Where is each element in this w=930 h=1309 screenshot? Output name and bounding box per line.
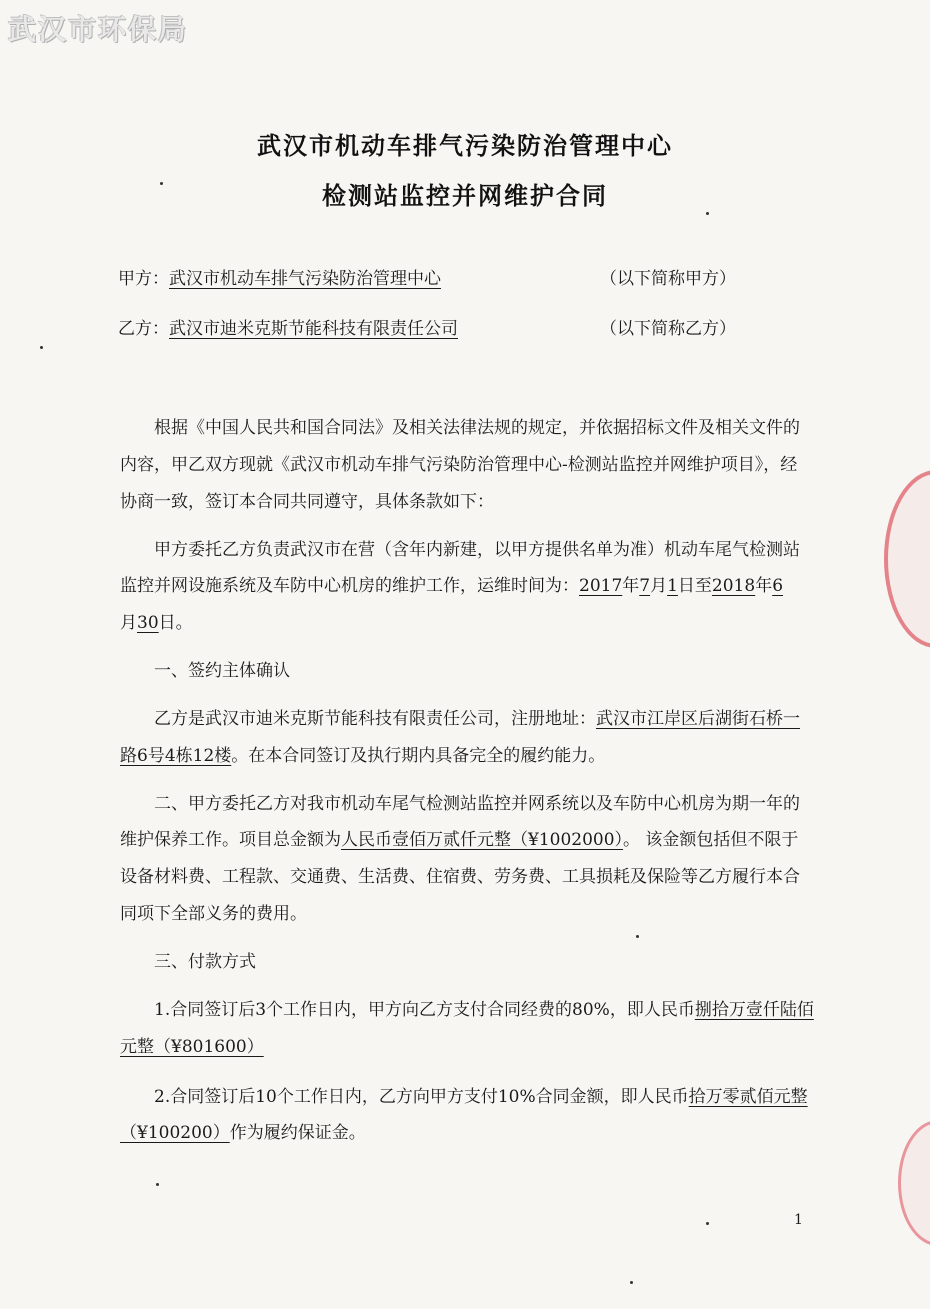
party-a — [118, 264, 736, 289]
end-day: 30 — [137, 613, 159, 633]
unit-month: 月 — [650, 576, 668, 596]
payment-2-text: 2.合同签订后10个工作日内，乙方向甲方支付10%合同金额，即人民币 — [154, 1087, 689, 1107]
official-seal-fragment — [884, 470, 930, 648]
unit-month-2: 月 — [120, 613, 137, 633]
scan-speck — [40, 346, 43, 349]
scan-speck — [156, 1183, 159, 1186]
start-year: 2017 — [579, 576, 623, 596]
payment-2-line-1 — [154, 1082, 808, 1107]
unit-year-2: 年 — [755, 576, 773, 596]
scan-speck — [706, 1222, 709, 1225]
scan-speck — [160, 182, 163, 185]
party-a-note: （以下简称甲方） — [600, 269, 736, 289]
document-title-line1: 武汉市机动车排气污染防治管理中心 — [257, 132, 673, 160]
total-amount: 人民币壹佰万贰仟元整（¥1002000） — [341, 830, 624, 850]
entrust-line-3 — [120, 608, 193, 633]
entrust-line-3-tail: 日。 — [158, 613, 193, 633]
payment-1-line-1 — [154, 995, 814, 1020]
watermark: 武汉市环保局 — [8, 13, 189, 46]
intro-line-1: 根据《中国人民共和国合同法》及相关法律法规的规定，并依据招标文件及相关文件的 — [154, 418, 800, 438]
party-b-note: （以下简称乙方） — [600, 319, 736, 339]
party-a-name: 武汉市机动车排气污染防治管理中心 — [169, 269, 441, 289]
start-day: 1 — [667, 576, 678, 596]
payment-2-amount-part-1: 拾万零贰佰元整 — [688, 1087, 808, 1107]
party-b-label: 乙方： — [118, 319, 169, 339]
page-number: 1 — [794, 1212, 803, 1228]
end-year: 2018 — [711, 576, 756, 596]
payment-1-amount-part-2: 元整（¥801600） — [120, 1037, 264, 1057]
scan-speck — [630, 1281, 633, 1284]
intro-line-3: 协商一致，签订本合同共同遵守，具体条款如下： — [120, 492, 494, 512]
unit-to: 日至 — [677, 576, 712, 596]
section-2-line-2 — [120, 825, 798, 850]
payment-2-tail: 作为履约保证金。 — [229, 1123, 366, 1143]
section-2-line-2-tail: 。 该金额包括但不限于 — [623, 830, 799, 850]
seam-seal-fragment — [898, 1120, 930, 1246]
section-1-line-1 — [154, 704, 800, 729]
end-month: 6 — [772, 576, 784, 596]
section-3-heading: 三、付款方式 — [154, 952, 256, 972]
section-2-line-4: 同项下全部义务的费用。 — [120, 904, 307, 924]
payment-2-line-2 — [120, 1118, 366, 1143]
party-a-label: 甲方： — [118, 269, 169, 289]
registered-address-part-1: 武汉市江岸区后湖街石桥一 — [596, 709, 800, 729]
intro-line-2: 内容，甲乙双方现就《武汉市机动车排气污染防治管理中心-检测站监控并网维护项目》，经 — [120, 455, 798, 475]
section-1-line-2-tail: 。在本合同签订及执行期内具备完全的履约能力。 — [231, 746, 606, 766]
payment-1-text: 1.合同签订后3个工作日内，甲方向乙方支付合同经费的80%，即人民币 — [154, 1000, 695, 1020]
start-month: 7 — [639, 576, 651, 596]
registered-address-part-2: 路6号4栋12楼 — [120, 746, 232, 766]
payment-1-line-2 — [120, 1032, 264, 1057]
unit-year: 年 — [622, 576, 640, 596]
section-1-line-2 — [120, 741, 605, 766]
section-1-line-1-text: 乙方是武汉市迪米克斯节能科技有限责任公司，注册地址： — [154, 709, 596, 729]
entrust-line-1: 甲方委托乙方负责武汉市在营（含年内新建，以甲方提供名单为准）机动车尾气检测站 — [154, 540, 800, 560]
payment-1-amount-part-1: 捌拾万壹仟陆佰 — [694, 1000, 814, 1020]
section-2-line-3: 设备材料费、工程款、交通费、生活费、住宿费、劳务费、工具损耗及保险等乙方履行本合 — [120, 867, 800, 887]
party-b — [118, 314, 736, 339]
scan-speck — [636, 935, 639, 938]
party-b-name: 武汉市迪米克斯节能科技有限责任公司 — [169, 319, 458, 339]
section-2-line-2-text: 维护保养工作。项目总金额为 — [120, 830, 341, 850]
section-2-line-1: 二、甲方委托乙方对我市机动车尾气检测站监控并网系统以及车防中心机房为期一年的 — [154, 794, 800, 814]
document-title-line2: 检测站监控并网维护合同 — [322, 182, 608, 210]
payment-2-amount-part-2: （¥100200） — [120, 1123, 230, 1143]
entrust-line-2-text: 监控并网设施系统及车防中心机房的维护工作，运维时间为： — [120, 576, 579, 596]
entrust-line-2 — [120, 571, 783, 596]
section-1-heading: 一、签约主体确认 — [154, 661, 290, 681]
scan-speck — [706, 212, 709, 215]
